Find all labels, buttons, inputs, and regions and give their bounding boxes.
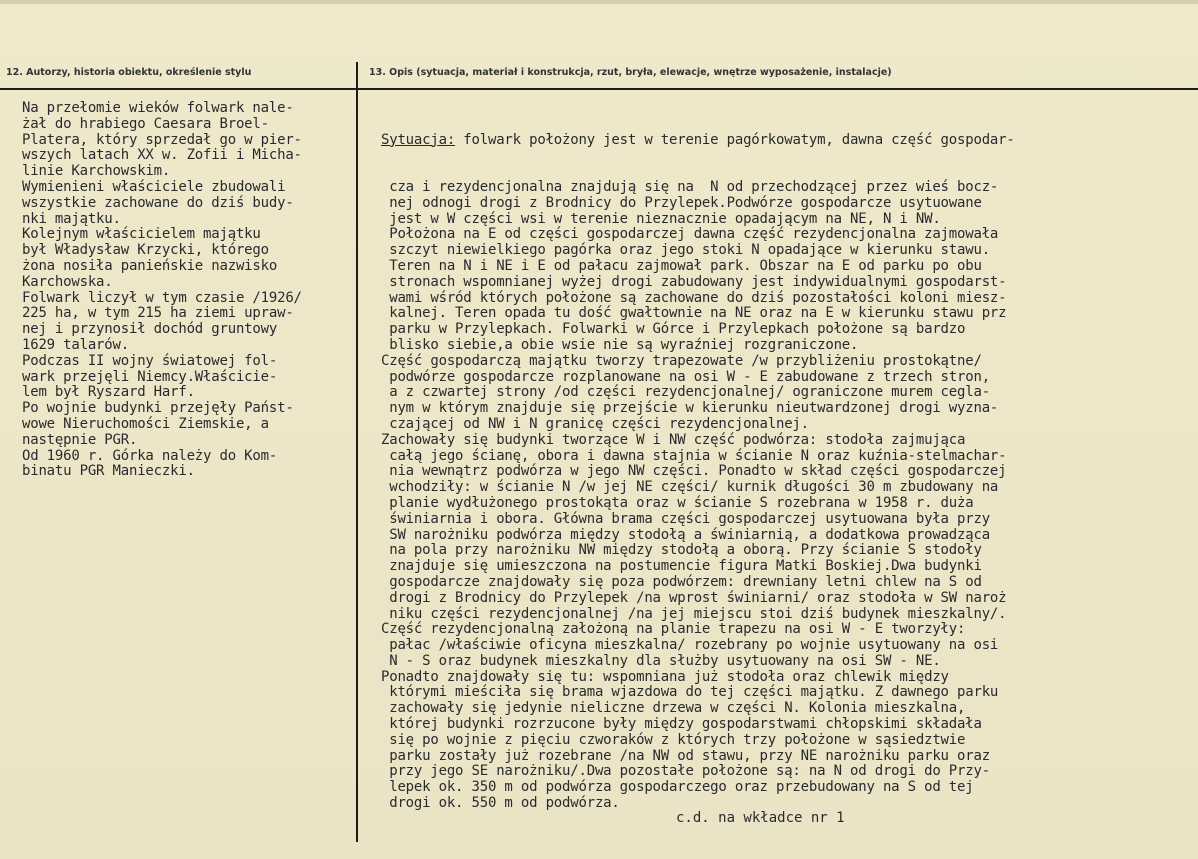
description-line: drogi z Brodnicy do Przylepek /na wprost świniarni/ oraz stodoła w SW naroż xyxy=(381,589,1007,606)
description-line: świniarnia i obora. Główna brama części gospodarczej usytuowana była przy xyxy=(381,510,990,527)
history-line: Wymienieni właściciele zbudowali xyxy=(22,178,286,195)
description-line: całą jego ścianę, obora i dawna stajnia w ścianie N oraz kuźnia-stelmachar- xyxy=(381,447,1007,464)
description-line: Część rezydencjonalną założoną na planie trapezu na osi W - E tworzyły: xyxy=(381,621,966,638)
history-line: Kolejnym właścicielem majątku xyxy=(22,226,261,243)
description-line xyxy=(381,133,1015,149)
description-line: kalnej. Teren opada tu dość gwałtownie na NE oraz na E w kierunku stawu prz xyxy=(381,305,1007,322)
description-line: parku zostały już rozebrane /na NW od stawu, przy NE narożniku parku oraz xyxy=(381,747,990,764)
history-line: był Władysław Krzycki, którego xyxy=(22,242,269,259)
continuation-note: c.d. na wkładce nr 1 xyxy=(676,810,845,826)
description-line: gospodarcze znajdowały się poza podwórzem: drewniany letni chlew na S od xyxy=(381,573,982,590)
description-line: którymi mieściła się brama wjazdowa do tej części majątku. Z dawnego parku xyxy=(381,684,999,701)
history-text-column xyxy=(22,101,302,480)
history-line: Folwark liczył w tym czasie /1926/ xyxy=(22,289,302,306)
history-line: wowe Nieruchomości Ziemskie, a xyxy=(22,415,269,432)
description-line: N - S oraz budynek mieszkalny dla służby usytuowany na osi SW - NE. xyxy=(381,652,941,669)
description-line: nym w którym znajduje się przejście w kierunku nieutwardzonej drogi wyzna- xyxy=(381,400,999,417)
description-line: której budynki rozrzucone były między gospodarstwami chłopskimi składała xyxy=(381,716,982,733)
description-line: Ponadto znajdowały się tu: wspomniana już stodoła oraz chlewik między xyxy=(381,668,949,685)
description-line: wami wśród których położone są zachowane do dziś pozostałości koloni miesz- xyxy=(381,289,1007,306)
header-divider-line xyxy=(0,88,1198,90)
history-line: Po wojnie budynki przejęły Państ- xyxy=(22,400,294,417)
description-line: blisko siebie,a obie wsie nie są wyraźniej rozgraniczone. xyxy=(381,336,859,353)
history-line: linie Karchowskim. xyxy=(22,163,171,180)
history-line: żał do hrabiego Caesara Broel- xyxy=(22,115,269,132)
description-line: lepek ok. 350 m od podwórza gospodarczego oraz przebudowany na S od tej xyxy=(381,779,974,796)
history-line: wark przejęli Niemcy.Właścicie- xyxy=(22,368,278,385)
description-line: czającej od NW i N granicę części rezydencjonalnej. xyxy=(381,415,809,432)
history-line: wszystkie zachowane do dziś budy- xyxy=(22,194,294,211)
history-line: Na przełomie wieków folwark nale- xyxy=(22,100,294,116)
section-13-header: 13. Opis (sytuacja, materiał i konstrukcja, rzut, bryła, elewacje, wnętrze wyposażenie, instalacje) xyxy=(369,67,892,78)
description-line: nia wewnątrz podwórza w jego NW części. Ponadto w skład części gospodarczej xyxy=(381,463,1007,480)
description-line: stronach wspomnianej wyżej drogi zabudowany jest indywidualnymi gospodarst- xyxy=(381,273,1007,290)
history-line: lem był Ryszard Harf. xyxy=(22,384,195,401)
description-line: przy jego SE narożniku/.Dwa pozostałe położone są: na N od drogi do Przy- xyxy=(381,763,990,780)
description-line: Zachowały się budynki tworzące W i NW część podwórza: stodoła zajmująca xyxy=(381,431,966,448)
history-line: Karchowska. xyxy=(22,273,113,290)
description-line: SW narożniku podwórza między stodołą a świniarnią, a dodatkowa prowadząca xyxy=(381,526,990,543)
history-line: 225 ha, w tym 215 ha ziemi upraw- xyxy=(22,305,294,322)
description-line: się po wojnie z pięciu czworaków z których trzy położone w sąsiedztwie xyxy=(381,731,966,748)
history-line: wszych latach XX w. Zofii i Micha- xyxy=(22,147,302,164)
description-line: jest w W części wsi w terenie nieznacznie opadającym na NE, N i NW. xyxy=(381,210,941,227)
description-line: nej odnogi drogi z Brodnicy do Przylepek.Podwórze gospodarcze usytuowane xyxy=(381,194,982,211)
description-line: znajduje się umieszczona na postumencie figura Matki Boskiej.Dwa budynki xyxy=(381,558,982,575)
description-line: niku części rezydencjonalnej /na jej miejscu stoi dziś budynek mieszkalny/. xyxy=(381,605,1007,622)
description-text-column xyxy=(381,101,1015,812)
history-line: żona nosiła panieńskie nazwisko xyxy=(22,257,278,274)
column-divider-line xyxy=(356,62,358,842)
history-line: Od 1960 r. Górka należy do Kom- xyxy=(22,447,278,464)
section-12-header: 12. Autorzy, historia obiektu, określenie stylu xyxy=(6,67,252,78)
description-line: planie wydłużonego prostokąta oraz w ścianie S rozebrana w 1958 r. duża xyxy=(381,494,974,511)
description-line: cza i rezydencjonalna znajdują się na N od przechodzącej przez wieś bocz- xyxy=(381,178,999,195)
situation-label: Sytuacja: xyxy=(381,131,456,148)
description-line: Położona na E od części gospodarczej dawna część rezydencjonalna zajmowała xyxy=(381,226,999,243)
history-line: następnie PGR. xyxy=(22,431,138,448)
description-line: a z czwartej strony /od części rezydencjonalnej/ ograniczone murem cegla- xyxy=(381,384,990,401)
description-line: Część gospodarczą majątku tworzy trapezowate /w przybliżeniu prostokątne/ xyxy=(381,352,982,369)
description-line: Teren na N i NE i E od pałacu zajmował park. Obszar na E od parku po obu xyxy=(381,257,982,274)
description-line: na pola przy narożniku NW między stodołą a oborą. Przy ścianie S stodoły xyxy=(381,542,982,559)
description-line: parku w Przylepkach. Folwarki w Górce i Przylepkach położone są bardzo xyxy=(381,321,966,338)
card-top-edge xyxy=(0,0,1198,4)
description-line: pałac /właściwie oficyna mieszkalna/ rozebrany po wojnie usytuowany na osi xyxy=(381,637,999,654)
history-line: binatu PGR Manieczki. xyxy=(22,463,195,480)
history-line: 1629 talarów. xyxy=(22,336,129,353)
description-line: zachowały się jedynie nieliczne drzewa w części N. Kolonia mieszkalna, xyxy=(381,700,966,717)
description-line: szczyt niewielkiego pagórka oraz jego stoki N opadające w kierunku stawu. xyxy=(381,242,990,259)
history-line: nki majątku. xyxy=(22,210,121,227)
description-line: wchodziły: w ścianie N /w jej NE części/ kurnik długości 30 m zbudowany na xyxy=(381,479,999,496)
description-line: podwórze gospodarcze rozplanowane na osi W - E zabudowane z trzech stron, xyxy=(381,368,990,385)
history-line: nej i przynosił dochód gruntowy xyxy=(22,321,278,338)
situation-first-line: folwark położony jest w terenie pagórkowatym, dawna część gospodar- xyxy=(455,131,1015,148)
description-line: drogi ok. 550 m od podwórza. xyxy=(381,795,620,812)
history-line: Podczas II wojny światowej fol- xyxy=(22,352,278,369)
history-line: Platera, który sprzedał go w pier- xyxy=(22,131,302,148)
